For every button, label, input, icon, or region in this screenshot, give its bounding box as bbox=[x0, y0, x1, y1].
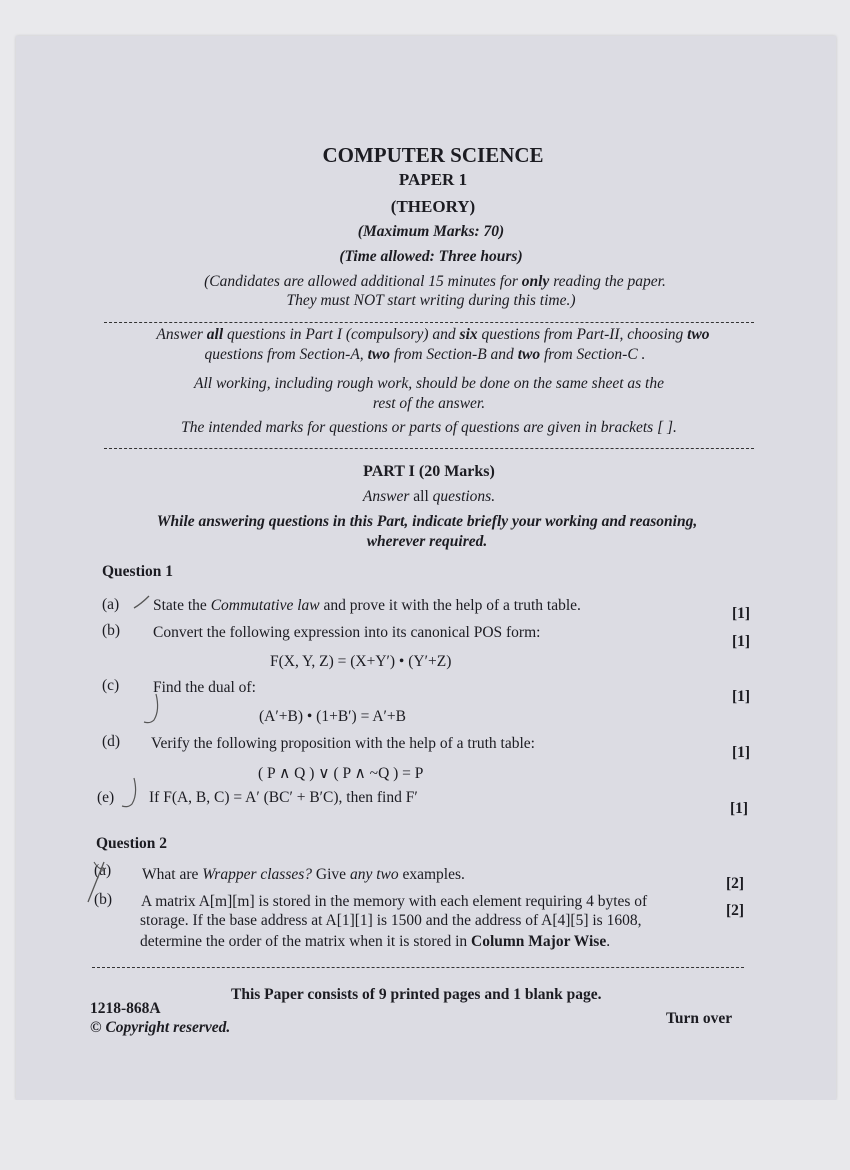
divider-bottom bbox=[92, 967, 744, 968]
q1a-text: State the Commutative law and prove it with the help of a truth table. bbox=[153, 597, 581, 614]
subject-title: COMPUTER SCIENCE bbox=[322, 143, 544, 167]
q2b-line-1: A matrix A[m][m] is stored in the memory with each element requiring 4 bytes of bbox=[141, 893, 648, 910]
part-1-heading: PART I (20 Marks) bbox=[363, 463, 495, 480]
q1c-formula: (A′+B) • (1+B′) = A′+B bbox=[259, 708, 407, 725]
q1d-label: (d) bbox=[102, 733, 121, 750]
part-1-answer-all: Answer all questions. bbox=[362, 488, 496, 505]
pencil-tick-mark-icon bbox=[132, 594, 152, 610]
q2b-line-2: storage. If the base address at A[1][1] is 1500 and the address of A[4][5] is 1608, bbox=[140, 912, 642, 929]
time-allowed: (Time allowed: Three hours) bbox=[339, 248, 523, 265]
q1c-label: (c) bbox=[102, 677, 120, 694]
part-1-note-line-1: While answering questions in this Part, indicate briefly your working and reasoning, bbox=[156, 513, 698, 530]
q1a-marks: [1] bbox=[732, 605, 751, 622]
q2b-line-3: determine the order of the matrix when it is stored in Column Major Wise. bbox=[140, 933, 611, 950]
turn-over-label: Turn over bbox=[666, 1010, 733, 1027]
instruction-line-4: rest of the answer. bbox=[372, 395, 486, 412]
q1b-label: (b) bbox=[102, 622, 121, 639]
q1a-label: (a) bbox=[102, 596, 120, 613]
q2b-marks: [2] bbox=[726, 902, 745, 919]
paper-number: PAPER 1 bbox=[398, 170, 468, 189]
q2a-text: What are Wrapper classes? Give any two examples. bbox=[142, 866, 465, 883]
pencil-tick-mark-icon bbox=[140, 692, 162, 726]
question-1-heading: Question 1 bbox=[102, 563, 174, 580]
scanner-background bbox=[0, 1100, 850, 1170]
q1b-formula: F(X, Y, Z) = (X+Y′) • (Y′+Z) bbox=[270, 653, 452, 670]
q2a-label: (a) bbox=[94, 862, 112, 879]
divider-top bbox=[104, 322, 754, 323]
q2b-label: (b) bbox=[94, 891, 113, 908]
q1e-text: If F(A, B, C) = A′ (BC′ + B′C), then find F′ bbox=[149, 789, 418, 806]
q1b-text: Convert the following expression into its canonical POS form: bbox=[153, 624, 541, 641]
reading-note-line-2: They must NOT start writing during this time.) bbox=[286, 292, 576, 309]
instruction-line-3: All working, including rough work, should be done on the same sheet as the bbox=[194, 375, 664, 392]
q1c-marks: [1] bbox=[732, 688, 751, 705]
paper-code: 1218-868A bbox=[90, 1000, 161, 1017]
q1d-formula: ( P ∧ Q ) ∨ ( P ∧ ~Q ) = P bbox=[258, 765, 424, 782]
copyright-notice: © Copyright reserved. bbox=[90, 1019, 231, 1036]
instruction-line-2: questions from Section-A, two from Section-B and two from Section-C . bbox=[204, 346, 646, 363]
reading-note-line-1: (Candidates are allowed additional 15 minutes for only reading the paper. bbox=[204, 273, 666, 290]
instruction-line-1: Answer all questions in Part I (compulsory) and six questions from Part-II, choosing two bbox=[156, 326, 710, 343]
question-2-heading: Question 2 bbox=[96, 835, 168, 852]
maximum-marks: (Maximum Marks: 70) bbox=[357, 223, 505, 240]
q1e-marks: [1] bbox=[730, 800, 749, 817]
pencil-tick-mark-icon bbox=[118, 776, 140, 810]
paper-type: (THEORY) bbox=[390, 197, 476, 216]
q1c-text: Find the dual of: bbox=[153, 679, 256, 696]
q1d-marks: [1] bbox=[732, 744, 751, 761]
q2a-marks: [2] bbox=[726, 875, 745, 892]
divider-middle bbox=[104, 448, 754, 449]
instruction-line-5: The intended marks for questions or parts of questions are given in brackets [ ]. bbox=[181, 419, 677, 436]
q1e-label: (e) bbox=[97, 789, 115, 806]
q1d-text: Verify the following proposition with the help of a truth table: bbox=[151, 735, 535, 752]
page-count-note: This Paper consists of 9 printed pages and 1 blank page. bbox=[231, 986, 602, 1003]
q1b-marks: [1] bbox=[732, 633, 751, 650]
part-1-note-line-2: wherever required. bbox=[366, 533, 488, 550]
